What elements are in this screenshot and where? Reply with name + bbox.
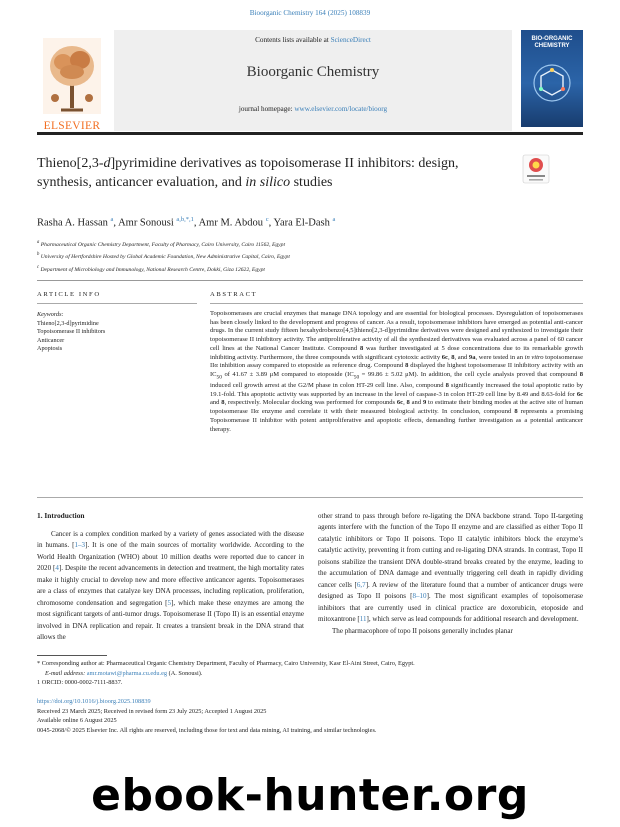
contents-line (114, 36, 512, 44)
received-dates: Received 23 March 2025; Received in revised form 23 July 2025; Accepted 1 August 2025 (37, 707, 267, 715)
author-affiliation-marker[interactable]: c (265, 216, 269, 223)
journal-citation-link[interactable]: Bioorganic Chemistry 164 (2025) 108839 (249, 9, 371, 17)
header-rule (37, 132, 583, 135)
abstract-heading: ABSTRACT (210, 291, 258, 298)
elsevier-tree-icon (43, 38, 101, 114)
introduction-left-column: Cancer is a complex condition marked by a variety of genes associated with the disease in humans. [1–3]. It is one of the main sources of mortality worldwide. According to the World Health Organization (WHO) about 10 million deaths were reported due to cancer in 2020 [4]. Despite the recent advancements in detection and treatment, the high mortality rates make it highly crucial to develop new and more effective anticancer agents. Topoisomerases are a class of enzymes that catalyze key DNA processes, including replication, proliferation, chromosome condensation and segregation [5], which make these enzymes are among the most significant targets of anti-tumor drugs. Topoisomerase II (Topo II) is an essential enzyme involved in DNA replication and repair. It creates a transient break in the DNA strand that allows the (37, 530, 304, 642)
author-name[interactable]: Yara El-Dash (273, 217, 330, 229)
title-part: Thieno[2,3- (37, 156, 104, 171)
keyword-item: Anticancer (37, 336, 65, 344)
author-list: Rasha A. Hassan $^a$, Amr Sonousi $^{a,b,*,1}$, Amr M. Abdou $^c$, Yara El-Dash $^a$ (37, 216, 336, 229)
homepage-link[interactable]: www.elsevier.com/locate/bioorg (294, 105, 388, 113)
keyword-item: Topoisomerase II inhibitors (37, 328, 106, 336)
keywords-label: Keywords: (37, 311, 64, 318)
citation-link[interactable]: 11 (359, 615, 367, 624)
affiliation-text: Pharmaceutical Organic Chemistry Department, Faculty of Pharmacy, Cairo University, Cairo 11562, Egypt (40, 241, 286, 248)
copyright-notice: 0045-2068/© 2025 Elsevier Inc. All rights are reserved, including those for text and data mining, AI training, and similar technologies. (37, 727, 377, 735)
publication-info (37, 697, 583, 736)
affiliation-item (37, 250, 557, 262)
citation-link[interactable]: 1–3 (74, 541, 86, 550)
doi-link[interactable]: https://doi.org/10.1016/j.bioorg.2025.108839 (37, 698, 151, 705)
title-italic: in silico (245, 175, 291, 190)
homepage-line (114, 105, 512, 113)
abstract-rule (210, 303, 583, 304)
journal-cover-image[interactable] (521, 30, 583, 127)
watermark-text: ebook-hunter.org (91, 770, 529, 821)
affiliation-marker: c (37, 264, 40, 270)
section-divider (37, 280, 583, 281)
title-italic: d (103, 156, 111, 171)
author-name[interactable]: Amr Sonousi (118, 217, 174, 229)
article-info-heading: ARTICLE INFO (37, 291, 101, 298)
elsevier-logo[interactable] (37, 30, 107, 131)
cover-molecule-icon (529, 60, 575, 106)
citation-link[interactable]: 5 (167, 598, 172, 607)
journal-header-box (114, 30, 512, 131)
affiliation-text: University of Hertfordshire Hosted by Global Academic Foundation, New Administrative Capital, Cairo, Egypt (40, 254, 290, 261)
citation-link[interactable]: 8–10 (412, 592, 427, 601)
affiliation-marker: a (37, 240, 40, 245)
footnote-rule (37, 655, 107, 656)
corresponding-author-note: * Corresponding author at: Pharmaceutical Organic Chemistry Department, Faculty of Pharmacy, Cairo University, Kasr El-Aini Street, Cairo, Egypt. (37, 660, 415, 667)
affiliation-item (37, 238, 557, 250)
sciencedirect-link[interactable]: ScienceDirect (330, 36, 371, 44)
keyword-item: Thieno[2,3-d]pyrimidine (37, 319, 99, 327)
abstract-bottom-rule (37, 497, 583, 498)
abstract-text: Topoisomerases are crucial enzymes that manage DNA topology and are essential for biological processes. Dysregulation of topoisomerases has been closely linked to the development and progress of cancer. As a result, topoisomerase inhibitors have emerged as potential anti-cancer drugs. In the current study fifteen hexahydrobenzo[4,5]thieno[2,3-d]pyrimidine derivatives were designed and synthesized to investigate their topoisomerase II inhibitory activity. The antiproliferative activity of all the synthesized derivatives was evaluated across a panel of 60 cancer cell lines at the National Cancer Institute. Compound 8 was further investigated at 5 dose concentrations due to its remarkable growth inhibiting activity. Furthermore, the three compounds with significant cytotoxic activity 6c, 8, and 9a, were tested in an in vitro topoisomerase IIα inhibition assay compared to etoposide as reference drug. Compound 8 displayed the highest topoisomerase II inhibitory activity with an $IC_{50}$ of 41.67 ± 3.89 μM compared to etoposide ($IC_{50} = 99.86 \pm 5.02$ μM). In addition, the cell cycle analysis proved that compound 8 induced cell growth arrest at the G2/M phase in colon HT-29 cell line. Also, compound 8 significantly increased the total apoptotic ratio by 19.1-fold. This apoptotic activity was supported by an increase in the level of caspase-3 in colon HT-29 cell line by 8.49 and 8.63-fold for 6c and 8, respectively. Molecular docking was performed for compounds 6c, 8 and 9 to estimate their binding modes at the active site of human topoisomerase IIα enzyme and correlate it with their measured biological activity. In conclusion, compound 8 represents a promising Topoisomerase II inhibitor with potent antiproliferative and apoptotic effects, demanding further investigation as a potential anticancer therapy. (210, 310, 584, 433)
author-name[interactable]: Rasha A. Hassan (37, 217, 108, 229)
affiliation-list (37, 238, 557, 275)
contents-prefix: Contents lists available at (255, 36, 331, 44)
elsevier-wordmark: ELSEVIER (43, 120, 101, 132)
introduction-right-column: other strand to pass through before re-ligating the DNA backbone strand. Topo II-targeting agents interfere with the function of the Topo II enzyme and are classified as either Topo II catalytic inhibitors or Topo II poisons. Topo II catalytic inhibitors block the enzyme’s catalytic activity, preventing it from cutting and re-ligating DNA strands. In contrast, Topo II poisons stabilize the transient DNA double-strand breaks created by the enzyme, leading to the accumulation of DNA damage and eventually triggering cell death in rapidly dividing cancer cells [6,7]. A review of the literature found that a number of anticancer drugs were designed as Topo II poisons [8–10]. The most significant examples of topoisomerase inhibitors that are currently used in clinical practice are doxorubicin, etoposide and mitoxantrone [11], which serve as lead compounds for additional research and development. The pharmacophore of topo II poisons generally includes planar (318, 511, 583, 637)
cover-title: BIO-ORGANIC CHEMISTRY (531, 36, 573, 49)
journal-name: Bioorganic Chemistry (246, 64, 380, 80)
citation-link[interactable]: 4 (55, 564, 59, 573)
email-link[interactable]: amr.motawi@pharma.cu.edu.eg (86, 669, 168, 677)
affiliation-text: Department of Microbiology and Immunology, National Research Centre, Dokki, Giza 12622, Egypt (40, 266, 265, 273)
article-info-rule (37, 303, 197, 304)
affiliation-item (37, 263, 557, 275)
orcid-note: 1 ORCID: 0000-0002-7111-8837. (37, 679, 123, 687)
footnotes (37, 659, 583, 688)
homepage-prefix: journal homepage: (238, 105, 295, 113)
email-suffix: (A. Sonousi). (167, 669, 203, 677)
author-name[interactable]: Amr M. Abdou (198, 217, 264, 229)
title-part: ]pyrimidine derivatives as topoisomerase II inhibitors: design, synthesis, anticancer evaluation, and (37, 156, 459, 190)
affiliation-marker: b (37, 252, 40, 258)
title-part: studies (290, 175, 333, 190)
paper-title (37, 154, 507, 192)
author-affiliation-marker[interactable]: a (332, 216, 336, 223)
keyword-item: Apoptosis (37, 345, 63, 353)
journal-header (37, 30, 583, 131)
email-note (37, 669, 583, 679)
check-for-updates-icon[interactable] (522, 154, 550, 184)
citation-link[interactable]: 6,7 (356, 580, 366, 589)
introduction-heading: 1. Introduction (37, 511, 85, 520)
paragraph: The pharmacophore of topo II poisons generally includes planar (332, 626, 513, 635)
keywords-block (37, 311, 197, 354)
email-label: E-mail address: (45, 669, 87, 677)
available-online-date: Available online 6 August 2025 (37, 717, 117, 725)
author-affiliation-marker[interactable]: a,b,*,1 (176, 216, 194, 223)
author-affiliation-marker[interactable]: a (110, 216, 114, 223)
